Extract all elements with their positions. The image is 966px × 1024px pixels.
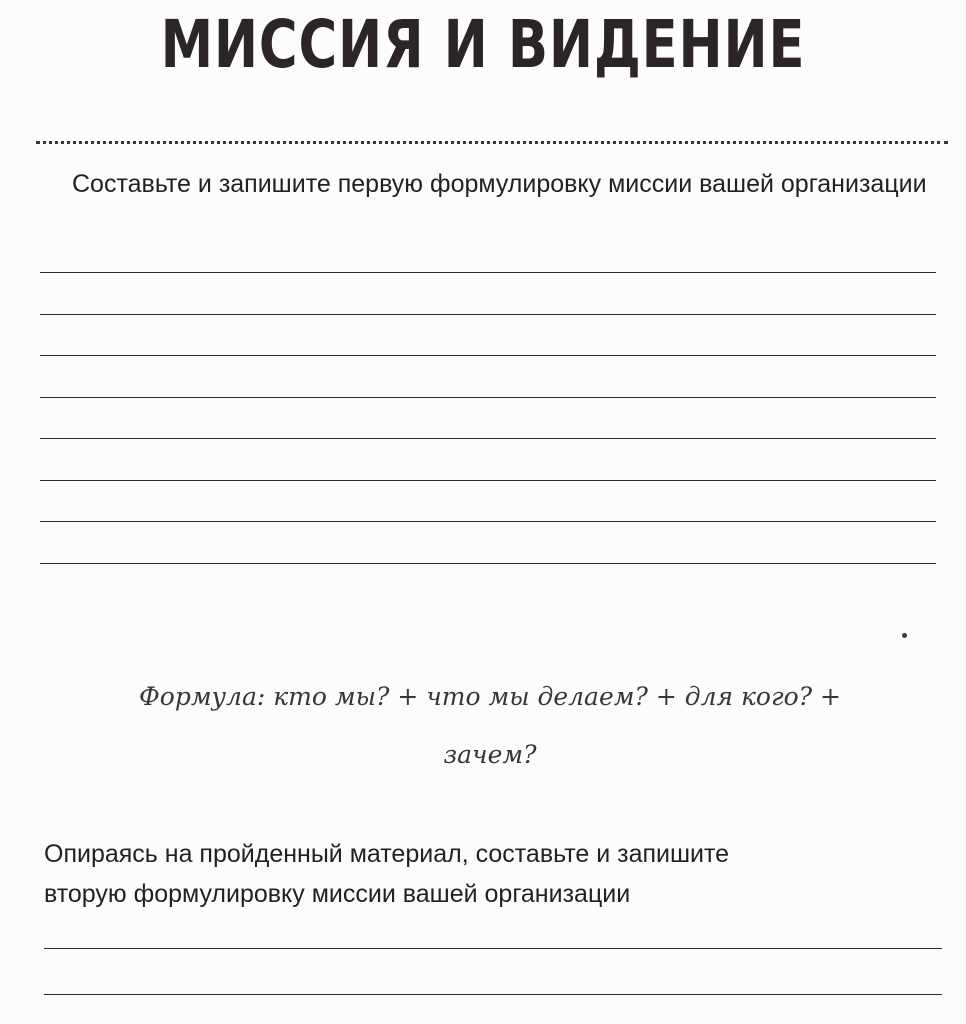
formula-line-2: зачем?: [443, 740, 537, 769]
answer-line-second-1[interactable]: [44, 948, 942, 949]
formula-line-1: Формула: кто мы? + что мы делаем? + для кого? +: [139, 682, 841, 711]
ink-speck: [902, 633, 907, 638]
answer-line-first-4[interactable]: [40, 397, 936, 398]
answer-line-first-5[interactable]: [40, 438, 936, 439]
prompt-second-line-1: Опираясь на пройденный материал, составьте и запишите: [44, 840, 730, 868]
prompt-second-line-2: вторую формулировку миссии вашей организации: [44, 880, 631, 908]
page-title: МИССИЯ И ВИДЕНИЕ: [160, 6, 806, 83]
answer-line-first-7[interactable]: [40, 521, 936, 522]
answer-line-first-3[interactable]: [40, 355, 936, 356]
dotted-divider: [36, 141, 948, 144]
mission-prompt-first: Составьте и запишите первую формулировку миссии вашей организации: [72, 170, 927, 198]
answer-line-first-8[interactable]: [40, 563, 936, 564]
mission-prompt-second: [44, 834, 944, 914]
answer-line-first-2[interactable]: [40, 314, 936, 315]
mission-formula: [40, 668, 940, 784]
answer-line-first-6[interactable]: [40, 480, 936, 481]
answer-line-second-2[interactable]: [44, 994, 942, 995]
answer-line-first-1[interactable]: [40, 272, 936, 273]
